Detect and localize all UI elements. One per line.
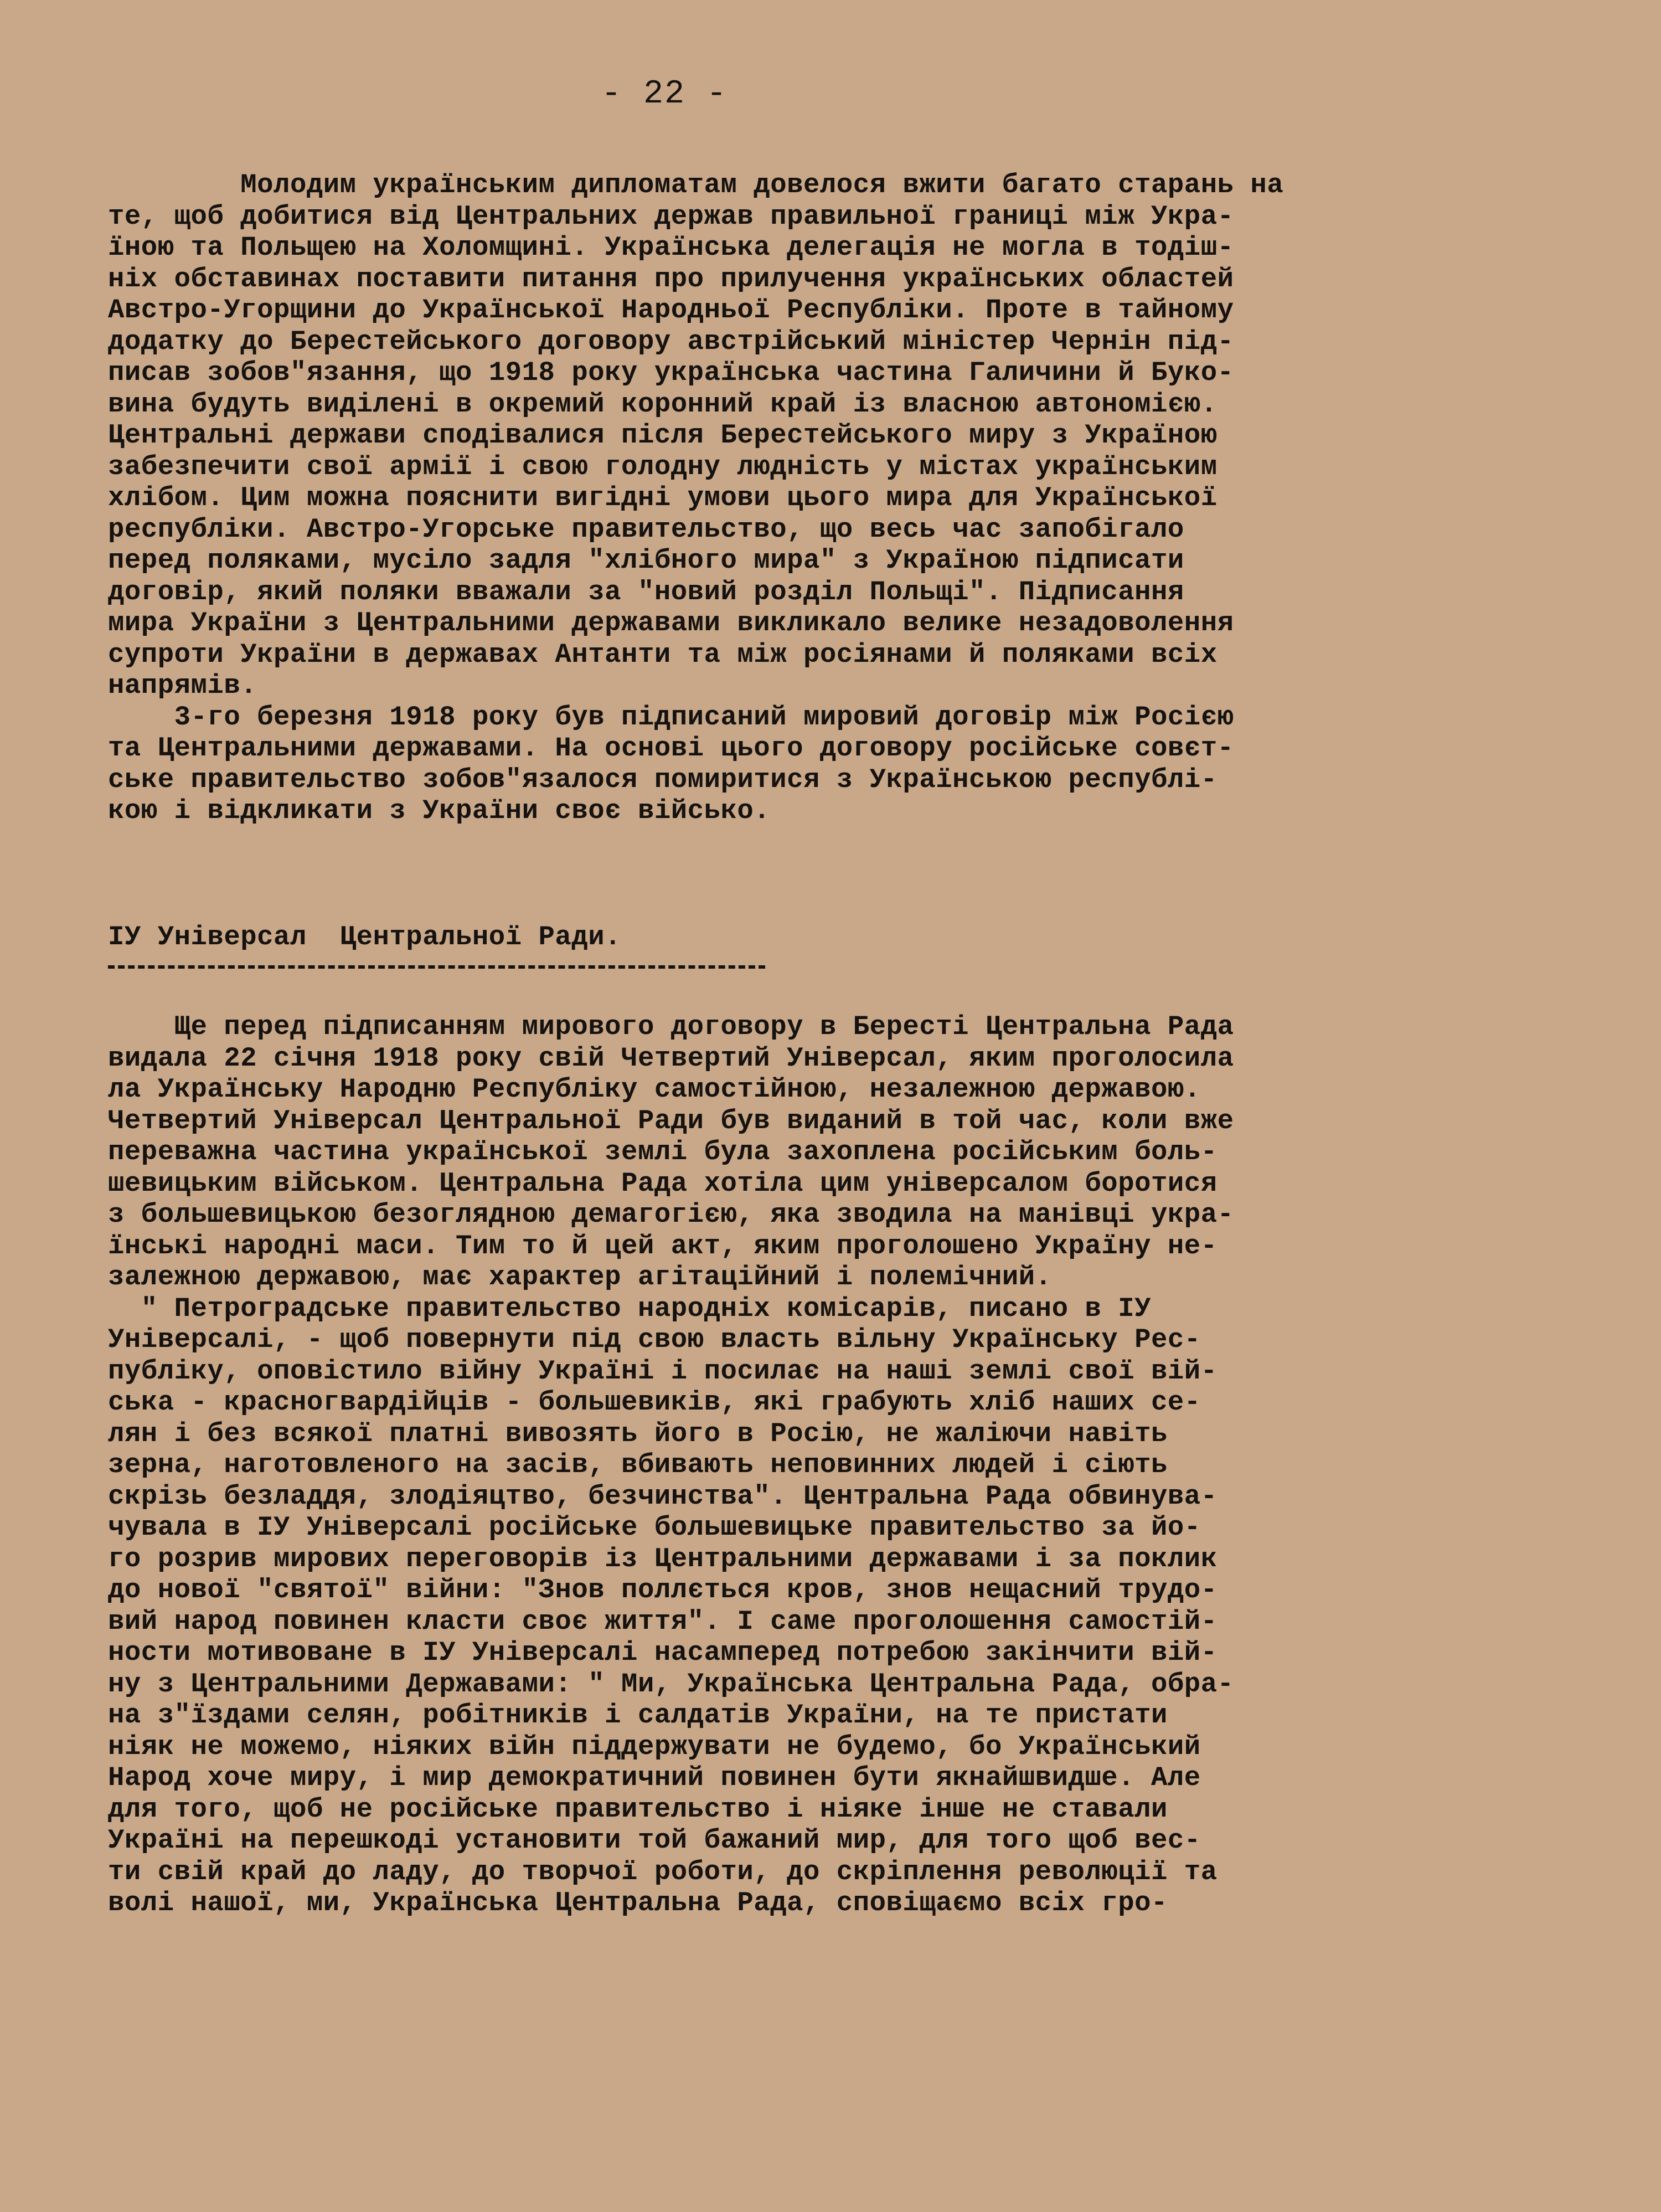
text-line: волі нашої, ми, Українська Центральна Рада, сповіщаємо всіх гро- — [108, 1887, 1168, 1918]
text-line: Четвертий Універсал Центральної Ради був виданий в той час, коли вже — [108, 1105, 1234, 1136]
text-line: перед поляками, мусіло задля "хлібного мира" з Україною підписати — [108, 545, 1184, 576]
text-line: ська - красногвардійців - большевиків, які грабують хліб наших се- — [108, 1387, 1201, 1418]
text-line: для того, щоб не російське правительство і ніяке інше не ставали — [108, 1793, 1168, 1825]
text-line: хлібом. Цим можна пояснити вигідні умови цього мира для Української — [108, 482, 1218, 513]
text-line: го розрив мирових переговорів із Центральними державами і за поклик — [108, 1543, 1218, 1575]
text-line: напрямів. — [108, 670, 257, 701]
text-line: лян і без всякої платні вивозять його в Росію, не жаліючи навіть — [108, 1418, 1168, 1449]
text-line: Народ хоче миру, і мир демократичний повинен бути якнайшвидше. Але — [108, 1762, 1201, 1793]
text-line: забезпечити свої армії і свою голодну людність у містах українським — [108, 451, 1218, 482]
text-line: ське правительство зобов"язалося помиритися з Українською республі- — [108, 764, 1218, 795]
text-line: додатку до Берестейського договору австрійський міністер Чернін під- — [108, 326, 1234, 357]
text-line: те, щоб добитися від Центральних держав правильної границі між Укра- — [108, 200, 1234, 232]
text-line: супроти України в державах Антанти та між росіянами й поляками всіх — [108, 639, 1218, 670]
body-paragraphs-bottom — [108, 1011, 1570, 1919]
text-line: Ще перед підписанням мирового договору в Бересті Центральна Рада — [108, 1011, 1234, 1042]
text-line: публіку, оповістило війну Україні і посилає на наші землі свої вій- — [108, 1355, 1218, 1387]
page-number: - 22 - — [601, 75, 728, 113]
text-line: Австро-Угорщини до Української Народньої Республіки. Проте в тайному — [108, 295, 1234, 326]
text-line: шевицьким військом. Центральна Рада хотіла цим універсалом боротися — [108, 1167, 1218, 1199]
text-line: мира України з Центральними державами викликало велике незадоволення — [108, 608, 1234, 639]
text-line: зерна, наготовленого на засів, вбивають неповинних людей і сіють — [108, 1449, 1168, 1480]
text-line: Центральні держави сподівалися після Берестейського миру з Україною — [108, 420, 1218, 451]
body-paragraphs-top — [108, 169, 1570, 827]
text-line: Універсалі, - щоб повернути під свою власть вільну Українську Рес- — [108, 1324, 1201, 1355]
text-line: ніяк не можемо, ніяких війн піддержувати не будемо, бо Український — [108, 1731, 1201, 1762]
text-line: писав зобов"язання, що 1918 року українська частина Галичини й Буко- — [108, 357, 1234, 388]
text-line: республіки. Австро-Угорське правительство, що весь час запобігало — [108, 513, 1184, 545]
text-line: скрізь безладдя, злодіяцтво, безчинства". Центральна Рада обвинува- — [108, 1480, 1218, 1512]
text-line: ла Українську Народню Республіку самостійною, незалежною державою. — [108, 1074, 1201, 1105]
text-line: договір, який поляки вважали за "новий розділ Польщі". Підписання — [108, 576, 1184, 608]
text-line: з большевицькою безоглядною демагогією, яка зводила на манівці укра- — [108, 1199, 1234, 1230]
text-line: ти свій край до ладу, до творчої роботи, до скріплення революції та — [108, 1856, 1218, 1887]
text-line: їною та Польщею на Холомщині. Українська делегація не могла в тодіш- — [108, 232, 1234, 263]
text-line: переважна частина української землі була захоплена російським боль- — [108, 1136, 1218, 1167]
heading-underline — [108, 965, 765, 969]
text-line: на з"їздами селян, робітників і салдатів України, на те пристати — [108, 1700, 1168, 1731]
text-line: ніх обставинах поставити питання про прилучення українських областей — [108, 263, 1234, 295]
text-line: залежною державою, має характер агітаційний і полемічний. — [108, 1262, 1052, 1293]
text-line: " Петроградське правительство народніх комісарів, писано в ІУ — [108, 1293, 1152, 1324]
text-line: ну з Центральними Державами: " Ми, Українська Центральна Рада, обра- — [108, 1668, 1234, 1700]
text-line: та Центральними державами. На основі цього договору російське совєт- — [108, 733, 1234, 764]
text-line: 3-го березня 1918 року був підписаний мировий договір між Росією — [108, 701, 1234, 733]
text-line: їнські народні маси. Тим то й цей акт, яким проголошено Україну не- — [108, 1230, 1218, 1262]
text-line: Україні на перешкоді установити той бажаний мир, для того щоб вес- — [108, 1825, 1201, 1856]
section-heading: ІУ Універсал Центральної Ради. — [108, 922, 622, 953]
text-line: Молодим українським дипломатам довелося вжити багато старань на — [108, 169, 1284, 200]
text-line: ности мотивоване в ІУ Універсалі насамперед потребою закінчити вій- — [108, 1637, 1218, 1668]
text-line: вина будуть виділені в окремий коронний край із власною автономією. — [108, 388, 1218, 420]
text-line: вий народ повинен класти своє життя". І саме проголошення самостій- — [108, 1606, 1218, 1637]
text-line: видала 22 січня 1918 року свій Четвертий Універсал, яким проголосила — [108, 1042, 1234, 1074]
text-line: чувала в ІУ Універсалі російське большевицьке правительство за йо- — [108, 1512, 1201, 1543]
text-line: кою і відкликати з України своє військо. — [108, 795, 771, 826]
text-line: до нової "святої" війни: "Знов поллється кров, знов нещасний трудо- — [108, 1575, 1218, 1606]
